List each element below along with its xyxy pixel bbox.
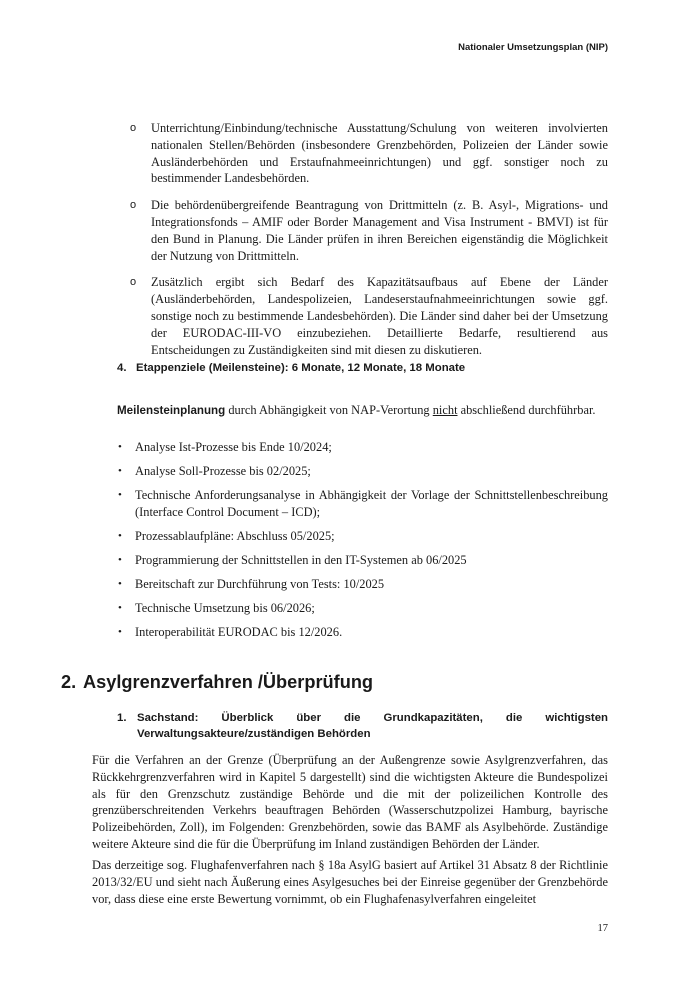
list-item: [117, 463, 608, 480]
section-number: 4.: [117, 362, 127, 374]
subsection-heading: [117, 710, 608, 742]
bullet-icon: •: [118, 601, 122, 614]
body-paragraph: Für die Verfahren an der Grenze (Überprüfung an der Außengrenze sowie Asylgrenzverfahren, das Rückkehrgrenzverfahren wird in Kapitel 5 dargestellt) sind die wichtigsten Akteure die Bundespolizei als für den Grenzschutz zuständige Behörde und die mit der polizeilichen Kontrolle des grenzüberschreitenden Verkehrs beauftragen Behörden (Wasserschutzpolizei Hamburg, bayrische Polizeibehörden, Zoll), im Folgenden: Grenzbehörden, sowie das BAMF als Asylbehörde. Zuständige weitere Akteure sind die für die Überprüfung im Inland zuständigen Behörden der Länder.: [92, 753, 608, 851]
chapter-heading: [61, 672, 373, 693]
chapter-title: Asylgrenzverfahren /Überprüfung: [83, 672, 374, 692]
bullet-icon: •: [118, 464, 122, 477]
list-item: [114, 274, 608, 358]
page-number: 17: [597, 923, 608, 934]
bullet-icon: •: [118, 529, 122, 542]
list-item-text: Programmierung der Schnittstellen in den IT-Systemen ab 06/2025: [135, 552, 467, 567]
list-item: [117, 576, 608, 593]
subsection-title: Sachstand: Überblick über die Grundkapazitäten, die wichtigsten Verwaltungsakteure/zuständigen Behörden: [137, 712, 608, 740]
sub-bullet-list: [114, 120, 608, 368]
list-item-text: Analyse Ist-Prozesse bis Ende 10/2024;: [135, 440, 332, 454]
bullet-icon: •: [118, 488, 122, 501]
bullet-icon: •: [118, 625, 122, 638]
circle-bullet-icon: o: [130, 276, 137, 289]
milestone-intro-bold: Meilensteinplanung: [117, 404, 226, 417]
milestone-intro-underlined: nicht: [432, 403, 458, 417]
list-item-text: Analyse Soll-Prozesse bis 02/2025;: [135, 463, 311, 478]
list-item: [117, 600, 608, 617]
bullet-icon: •: [118, 441, 122, 453]
section-heading-milestones: [117, 362, 465, 374]
milestone-intro-text-end: abschließend durchführbar.: [457, 403, 596, 417]
milestone-list: [117, 439, 608, 648]
section-title: Etappenziele (Meilensteine): 6 Monate, 12 Monate, 18 Monate: [136, 362, 466, 374]
circle-bullet-icon: o: [130, 122, 137, 134]
list-item-text: Die behördenübergreifende Beantragung von Drittmitteln (z. B. Asyl-, Migrations- und Integrationsfonds – AMIF oder Border Management and Visa Instrument - BMVI) ist für den Bund in Planung. Die Länder prüfen in ihren Bereichen eigenständig die Möglichkeit der Nutzung von Drittmitteln.: [151, 198, 608, 263]
list-item-text: Unterrichtung/Einbindung/technische Ausstattung/Schulung von weiteren involvierten nationalen Stellen/Behörden (insbesondere Grenzbehörden, Polizeien der Länder sowie Ausländerbehörden und Erstaufnahmeeinrichtungen) und ggf. sonstiger noch zu bestimmender Landesbehörden.: [151, 121, 608, 186]
list-item: [117, 487, 608, 521]
list-item: [117, 528, 608, 545]
list-item-text: Technische Umsetzung bis 06/2026;: [135, 600, 315, 615]
chapter-number: 2.: [61, 672, 77, 692]
milestone-intro-text: durch Abhängigkeit von NAP-Verortung: [225, 403, 433, 417]
list-item-text: Prozessablaufpläne: Abschluss 05/2025;: [135, 528, 335, 543]
list-item: [114, 197, 608, 264]
body-paragraph: Das derzeitige sog. Flughafenverfahren nach § 18a AsylG basiert auf Artikel 31 Absatz 8 der Richtlinie 2013/32/EU und sieht nach Äußerung eines Asylgesuches bei der Einreise gegenüber der Grenzbehörde vor, dass diese eine erste Bewertung vornimmt, ob ein Flughafenasylverfahren eingeleitet: [92, 858, 608, 906]
bullet-icon: •: [118, 553, 122, 566]
page-header: Nationaler Umsetzungsplan (NIP): [458, 42, 608, 53]
list-item-text: Bereitschaft zur Durchführung von Tests: 10/2025: [135, 576, 385, 591]
list-item: [117, 552, 608, 569]
bullet-icon: •: [118, 577, 122, 590]
list-item-text: Technische Anforderungsanalyse in Abhängigkeit der Vorlage der Schnittstellenbeschreibung (Interface Control Document – ICD);: [135, 487, 608, 519]
list-item: [117, 439, 608, 456]
subsection-number: 1.: [117, 712, 127, 724]
list-item: [117, 624, 608, 641]
milestone-intro: [117, 402, 608, 420]
list-item-text: Zusätzlich ergibt sich Bedarf des Kapazitätsaufbaus auf Ebene der Länder (Ausländerbehörden, Landespolizeien, Landeserstaufnahmeeinrichtungen sowie ggf. sonstige noch zu bestimmende Landesbehörden). Die Länder sind daher bei der Umsetzung der EURODAC-III-VO einzubeziehen. Detaillierte Bedarfe, resultierend aus Entscheidungen zu Zuständigkeiten sind mit diesen zu diskutieren.: [151, 275, 608, 357]
circle-bullet-icon: o: [130, 199, 137, 212]
list-item: [114, 120, 608, 187]
list-item-text: Interoperabilität EURODAC bis 12/2026.: [135, 624, 343, 639]
